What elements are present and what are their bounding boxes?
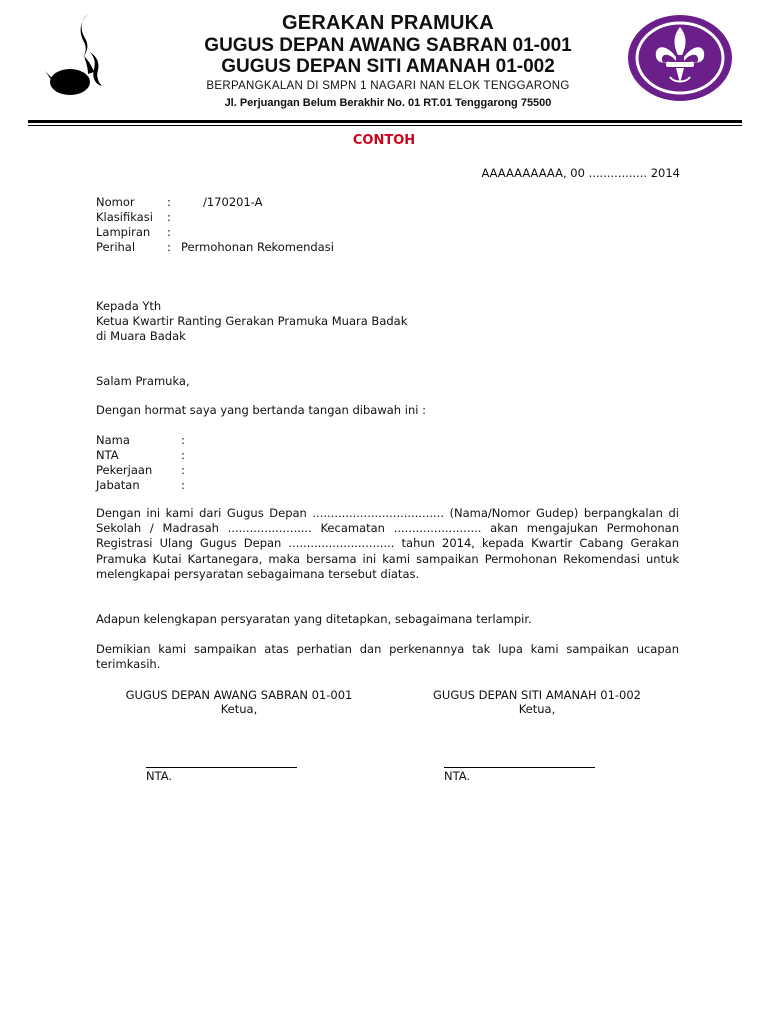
scout-fleur-de-lis-icon [626, 13, 734, 103]
nama-label: Nama [96, 433, 130, 447]
nomor-label: Nomor [96, 195, 135, 209]
body-paragraph-2: Adapun kelengkapan persyaratan yang ditetapkan, sebagaimana terlampir. [96, 612, 532, 626]
jabatan-label: Jabatan [96, 478, 140, 492]
header-gudep-2: GUGUS DEPAN SITI AMANAH 01-002 [221, 56, 555, 77]
jabatan-colon: : [181, 478, 185, 492]
perihal-colon: : [167, 240, 171, 254]
header-rule-thin [28, 125, 742, 126]
sample-stamp: CONTOH [352, 133, 416, 148]
nomor-colon: : [167, 195, 171, 209]
signature-left-line [146, 767, 297, 768]
nomor-value: /170201-A [203, 195, 263, 209]
header-rule-thick [28, 120, 742, 123]
signature-left-role: Ketua, [220, 702, 258, 716]
header-address: Jl. Perjuangan Belum Berakhir No. 01 RT.01 Tenggarong 75500 [224, 97, 552, 109]
nama-colon: : [181, 433, 185, 447]
perihal-value: Permohonan Rekomendasi [181, 240, 334, 254]
header-gudep-1: GUGUS DEPAN AWANG SABRAN 01-001 [204, 35, 572, 56]
body-paragraph-1: Dengan ini kami dari Gugus Depan .................................... (Nama/Nomor Gudep) berpangkalan di Sekolah / Madrasah ....................... Kecamatan ........................ akan mengajukan Permohonan Registrasi Ulang Gugus Depan ............................. tahun 2014, kepada Kwartir Cabang Gerakan Pramuka Kutai Kartanegara, maka bersama ini kami sampaikan Permohonan Rekomendasi untuk melengkapai persyaratan sebagaimana tersebut diatas. [96, 506, 679, 581]
lampiran-colon: : [167, 225, 171, 239]
recipient-line-3: di Muara Badak [96, 329, 186, 343]
recipient-line-1: Kepada Yth [96, 299, 162, 313]
recipient-line-2: Ketua Kwartir Ranting Gerakan Pramuka Muara Badak [96, 314, 408, 328]
klasifikasi-label: Klasifikasi [96, 210, 153, 224]
klasifikasi-colon: : [167, 210, 171, 224]
signature-right-role: Ketua, [518, 702, 556, 716]
signature-left-nta: NTA. [146, 769, 173, 783]
signature-right-org: GUGUS DEPAN SITI AMANAH 01-002 [433, 688, 641, 702]
signature-right-line [444, 767, 595, 768]
signature-right-nta: NTA. [444, 769, 471, 783]
intro-text: Dengan hormat saya yang bertanda tangan dibawah ini : [96, 403, 426, 417]
lampiran-label: Lampiran [96, 225, 151, 239]
body-paragraph-3: Demikian kami sampaikan atas perhatian dan perkenannya tak lupa kami sampaikan ucapan terimkasih. [96, 642, 679, 672]
header-base: BERPANGKALAN DI SMPN 1 NAGARI NAN ELOK TENGGARONG [206, 80, 570, 92]
perihal-label: Perihal [96, 240, 136, 254]
tunas-kelapa-icon [44, 12, 114, 102]
greeting: Salam Pramuka, [96, 374, 190, 388]
place-date: AAAAAAAAAA, 00 ................ 2014 [481, 166, 680, 180]
signature-left-org: GUGUS DEPAN AWANG SABRAN 01-001 [125, 688, 353, 702]
nta-label: NTA [96, 448, 119, 462]
pekerjaan-colon: : [181, 463, 185, 477]
header-org: GERAKAN PRAMUKA [282, 12, 494, 34]
nta-colon: : [181, 448, 185, 462]
pekerjaan-label: Pekerjaan [96, 463, 153, 477]
